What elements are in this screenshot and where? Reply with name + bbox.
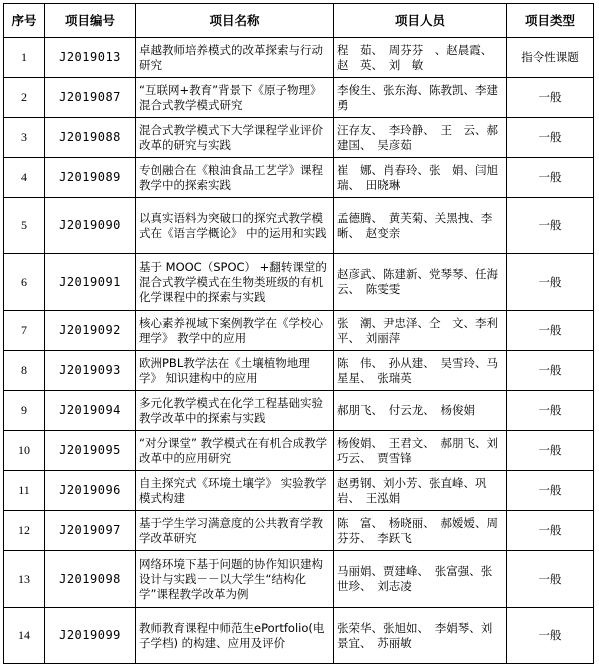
header-name: 项目名称 — [136, 4, 334, 38]
cell-type: 一般 — [507, 551, 594, 608]
cell-no: 12 — [4, 511, 45, 551]
cell-code: J2019095 — [45, 431, 136, 471]
cell-name: 网络环境下基于问题的协作知识建构设计与实践－－以大学生“结构化学”课程教学改革为例 — [136, 551, 334, 608]
cell-no: 6 — [4, 254, 45, 311]
table-row — [4, 431, 594, 471]
table-row — [4, 511, 594, 551]
cell-name: “互联网+教育”背景下《原子物理》 混合式教学模式研究 — [136, 78, 334, 118]
cell-no: 14 — [4, 608, 45, 664]
cell-no: 10 — [4, 431, 45, 471]
table-row — [4, 471, 594, 511]
cell-people: 杨俊娟、 王君文、 郝朋飞、刘巧云、 贾雪锋 — [334, 431, 507, 471]
project-table — [3, 3, 594, 664]
cell-type: 一般 — [507, 431, 594, 471]
cell-name: 多元化教学模式在化学工程基础实验教学改革中的探索与实践 — [136, 391, 334, 431]
table-row — [4, 551, 594, 608]
cell-name: 欧洲PBL教学法在《土壤植物地理学》 知识建构中的应用 — [136, 351, 334, 391]
table-row — [4, 351, 594, 391]
cell-type: 一般 — [507, 311, 594, 351]
cell-no: 13 — [4, 551, 45, 608]
cell-people: 陈 伟、 孙从建、 吴雪玲、马星星、 张瑞英 — [334, 351, 507, 391]
cell-people: 汪存友、 李玲静、 王 云、郝建国、 吴彦茹 — [334, 118, 507, 158]
cell-type: 一般 — [507, 511, 594, 551]
cell-type: 一般 — [507, 254, 594, 311]
cell-people: 张 潮、尹忠泽、仝 文、李利平、 刘丽萍 — [334, 311, 507, 351]
cell-name: 基于学生学习满意度的公共教育学教学改革研究 — [136, 511, 334, 551]
cell-no: 2 — [4, 78, 45, 118]
cell-no: 8 — [4, 351, 45, 391]
cell-name: 自主探究式《环境土壤学》 实验教学模式构建 — [136, 471, 334, 511]
cell-people: 崔 娜、肖春玲、张 娟、闫旭瑞、 田晓琳 — [334, 158, 507, 198]
cell-type: 一般 — [507, 118, 594, 158]
cell-code: J2019089 — [45, 158, 136, 198]
cell-name: “对分课堂” 教学模式在有机合成教学改革中的应用研究 — [136, 431, 334, 471]
cell-people: 赵彦武、陈建新、党琴琴、任海云、 陈雯雯 — [334, 254, 507, 311]
cell-name: 专创融合在《粮油食品工艺学》课程教学中的探索实践 — [136, 158, 334, 198]
cell-type: 一般 — [507, 198, 594, 254]
cell-no: 7 — [4, 311, 45, 351]
table-row — [4, 198, 594, 254]
cell-code: J2019098 — [45, 551, 136, 608]
cell-people: 陈 富、 杨晓丽、 郝嫒嫒、周芬芬、 李跃飞 — [334, 511, 507, 551]
cell-name: 以真实语料为突破口的探究式教学模式在《语言学概论》 中的运用和实践 — [136, 198, 334, 254]
cell-code: J2019013 — [45, 38, 136, 78]
cell-code: J2019087 — [45, 78, 136, 118]
cell-type: 一般 — [507, 78, 594, 118]
cell-code: J2019099 — [45, 608, 136, 664]
cell-name: 核心素养视域下案例教学在《学校心理学》 教学中的应用 — [136, 311, 334, 351]
cell-code: J2019088 — [45, 118, 136, 158]
cell-type: 一般 — [507, 471, 594, 511]
cell-no: 9 — [4, 391, 45, 431]
cell-no: 1 — [4, 38, 45, 78]
cell-name: 基于 MOOC（SPOC） +翻转课堂的混合式教学模式在生物类班级的有机化学课程中的探索与实践 — [136, 254, 334, 311]
cell-no: 3 — [4, 118, 45, 158]
cell-type: 一般 — [507, 158, 594, 198]
table-row — [4, 311, 594, 351]
header-code: 项目编号 — [45, 4, 136, 38]
cell-code: J2019094 — [45, 391, 136, 431]
cell-no: 4 — [4, 158, 45, 198]
cell-code: J2019091 — [45, 254, 136, 311]
cell-type: 一般 — [507, 351, 594, 391]
table-row — [4, 78, 594, 118]
cell-name: 混合式教学模式下大学课程学业评价改革的研究与实践 — [136, 118, 334, 158]
cell-people: 张荣华、张旭如、 李娟琴、刘景宜、 苏丽敏 — [334, 608, 507, 664]
header-people: 项目人员 — [334, 4, 507, 38]
cell-type: 指令性课题 — [507, 38, 594, 78]
cell-name: 卓越教师培养模式的改革探索与行动研究 — [136, 38, 334, 78]
header-no: 序号 — [4, 4, 45, 38]
cell-type: 一般 — [507, 608, 594, 664]
cell-name: 教师教育课程中师范生ePortfolio(电子学档) 的构建、应用及评价 — [136, 608, 334, 664]
table-row — [4, 38, 594, 78]
cell-code: J2019097 — [45, 511, 136, 551]
table-row — [4, 118, 594, 158]
cell-people: 程 茹、 周芬芬 、赵晨霞、赵 英、 刘 敏 — [334, 38, 507, 78]
cell-no: 5 — [4, 198, 45, 254]
cell-people: 郝朋飞、 付云龙、 杨俊娟 — [334, 391, 507, 431]
cell-code: J2019093 — [45, 351, 136, 391]
table-row — [4, 254, 594, 311]
cell-people: 赵勇钢、刘小芳、张直峰、巩 岩、 王泓娟 — [334, 471, 507, 511]
header-type: 项目类型 — [507, 4, 594, 38]
table-row — [4, 158, 594, 198]
table-header-row — [4, 4, 594, 38]
cell-code: J2019090 — [45, 198, 136, 254]
cell-people: 李俊生、张东海、陈教凯、李建勇 — [334, 78, 507, 118]
table-row — [4, 391, 594, 431]
table-row — [4, 608, 594, 664]
cell-type: 一般 — [507, 391, 594, 431]
cell-no: 11 — [4, 471, 45, 511]
cell-code: J2019092 — [45, 311, 136, 351]
cell-people: 马丽娟、贾建峰、 张富强、张世珍、 刘志凌 — [334, 551, 507, 608]
cell-code: J2019096 — [45, 471, 136, 511]
cell-people: 孟德腾、 黄芙菊、关黑拽、李 晰、 赵变亲 — [334, 198, 507, 254]
